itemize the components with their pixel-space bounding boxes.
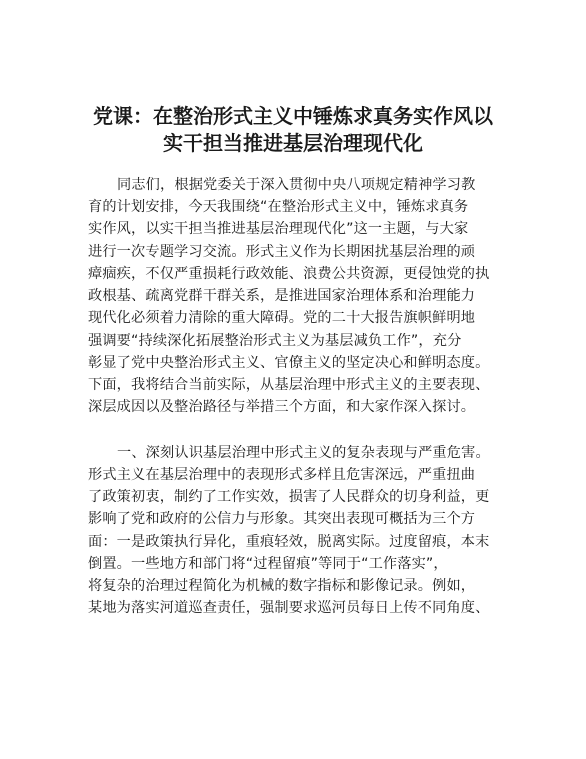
body-line-13: 形式主义在基层治理中的表现形式多样且危害深远，严重扭曲 (88, 467, 476, 483)
body-line-5: 瘴痼疾，不仅严重损耗行政效能、浪费公共资源，更侵蚀党的执 (88, 266, 490, 282)
body-line-2: 育的计划安排，今天我围绕“在整治形式主义中，锤炼求真务 (88, 199, 469, 215)
body-line-8: 强调要“持续深化拓展整治形式主义为基层减负工作”，充分 (88, 333, 462, 349)
body-line-15: 影响了党和政府的公信力与形象。其突出表现可概括为三个方 (88, 511, 476, 527)
document-title-line-2: 实干担当推进基层治理现代化 (163, 131, 423, 155)
body-line-18: 将复杂的治理过程简化为机械的数字指标和影像记录。例如， (88, 578, 476, 594)
body-line-1: 同志们，根据党委关于深入贯彻中央八项规定精神学习教 (117, 177, 476, 193)
body-line-4: 进行一次专题学习交流。形式主义作为长期困扰基层治理的顽 (88, 244, 476, 260)
body-line-19: 某地为落实河道巡查责任，强制要求巡河员每日上传不同角度、 (88, 600, 490, 616)
body-line-14: 了政策初衷，制约了工作实效，损害了人民群众的切身利益，更 (88, 489, 490, 505)
body-line-10: 下面，我将结合当前实际，从基层治理中形式主义的主要表现、 (88, 377, 490, 393)
body-line-7: 现代化必须着力清除的重大障碍。党的二十大报告旗帜鲜明地 (88, 310, 476, 326)
body-line-11: 深层成因以及整治路径与举措三个方面，和大家作深入探讨。 (88, 399, 476, 415)
body-line-16: 面：一是政策执行异化，重痕轻效，脱离实际。过度留痕，本末 (88, 534, 490, 550)
body-line-6: 政根基、疏离党群干群关系，是推进国家治理体系和治理能力 (88, 288, 476, 304)
section-heading-line: 一、深刻认识基层治理中形式主义的复杂表现与严重危害。 (117, 445, 490, 461)
document-title-line-1: 党课：在整治形式主义中锤炼求真务实作风以 (93, 104, 493, 128)
body-line-3: 实作风，以实干担当推进基层治理现代化”这一主题，与大家 (88, 221, 469, 237)
body-line-17: 倒置。一些地方和部门将“过程留痕”等同于“工作落实”， (88, 556, 448, 572)
body-line-9: 彰显了党中央整治形式主义、官僚主义的坚定决心和鲜明态度。 (88, 355, 490, 371)
